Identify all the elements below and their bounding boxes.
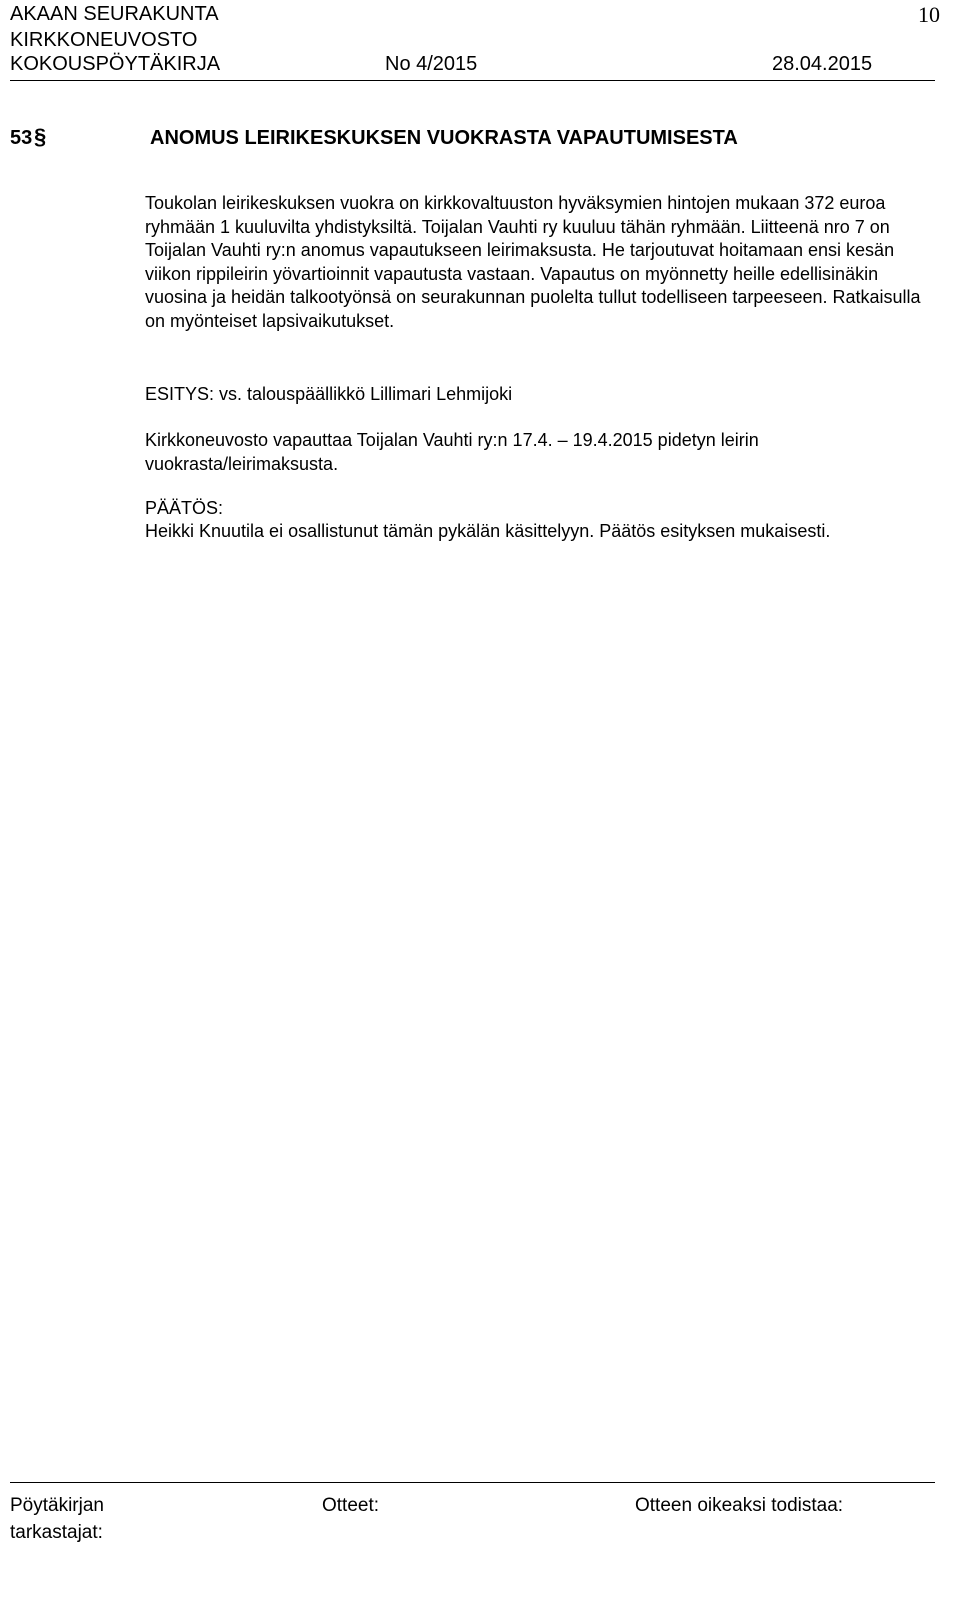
body-paragraph-1: Toukolan leirikeskuksen vuokra on kirkkovaltuuston hyväksymien hintojen mukaan 372 euroa ryhmään 1 kuuluvilta yhdistyksiltä. Toijalan Vauhti ry kuuluu tähän ryhmään. Liitteenä nro 7 on Toijalan Vauhti ry:n anomus vapautukseen leirimaksusta. He tarjoutuvat hoitamaan ensi kesän viikon rippileirin yövartioinnit vapautusta vastaan. Vapautus on myönnetty heille edellisinäkin vuosina ja heidän talkootyönsä on seurakunnan puolelta tullut todelliseen tarpeeseen. Ratkaisulla on myönteiset lapsivaikutukset. bbox=[145, 193, 921, 331]
paatos-text: Heikki Knuutila ei osallistunut tämän pykälän käsittelyyn. Päätös esityksen mukaisesti. bbox=[145, 521, 831, 541]
header-divider bbox=[10, 80, 935, 81]
esitys-label: ESITYS: bbox=[145, 384, 215, 404]
header-doc-number: No 4/2015 bbox=[385, 53, 478, 75]
esitys-text: vs. talouspäällikkö Lillimari Lehmijoki bbox=[214, 384, 513, 404]
page-number: 10 bbox=[918, 2, 940, 27]
paatos-label: PÄÄTÖS: bbox=[145, 498, 224, 518]
section-mark: § bbox=[34, 124, 47, 149]
header-org: AKAAN SEURAKUNTA bbox=[10, 3, 219, 25]
esitys-line bbox=[145, 383, 935, 407]
footer-divider bbox=[10, 1482, 935, 1483]
footer-certification-label: Otteen oikeaksi todistaa: bbox=[635, 1495, 844, 1516]
section-number: 53 bbox=[10, 127, 33, 149]
footer-extracts-label: Otteet: bbox=[322, 1495, 380, 1516]
header-date: 28.04.2015 bbox=[772, 53, 873, 75]
body-paragraph-2: Kirkkoneuvosto vapauttaa Toijalan Vauhti ry:n 17.4. – 19.4.2015 pidetyn leirin vuokrasta/leirimaksusta. bbox=[145, 430, 759, 474]
header-body-name: KIRKKONEUVOSTO bbox=[10, 29, 198, 51]
header-doc-type: KOKOUSPÖYTÄKIRJA bbox=[10, 53, 221, 75]
section-title: ANOMUS LEIRIKESKUKSEN VUOKRASTA VAPAUTUMISESTA bbox=[150, 127, 738, 149]
footer-reviewers-label: Pöytäkirjan tarkastajat: bbox=[10, 1495, 104, 1543]
